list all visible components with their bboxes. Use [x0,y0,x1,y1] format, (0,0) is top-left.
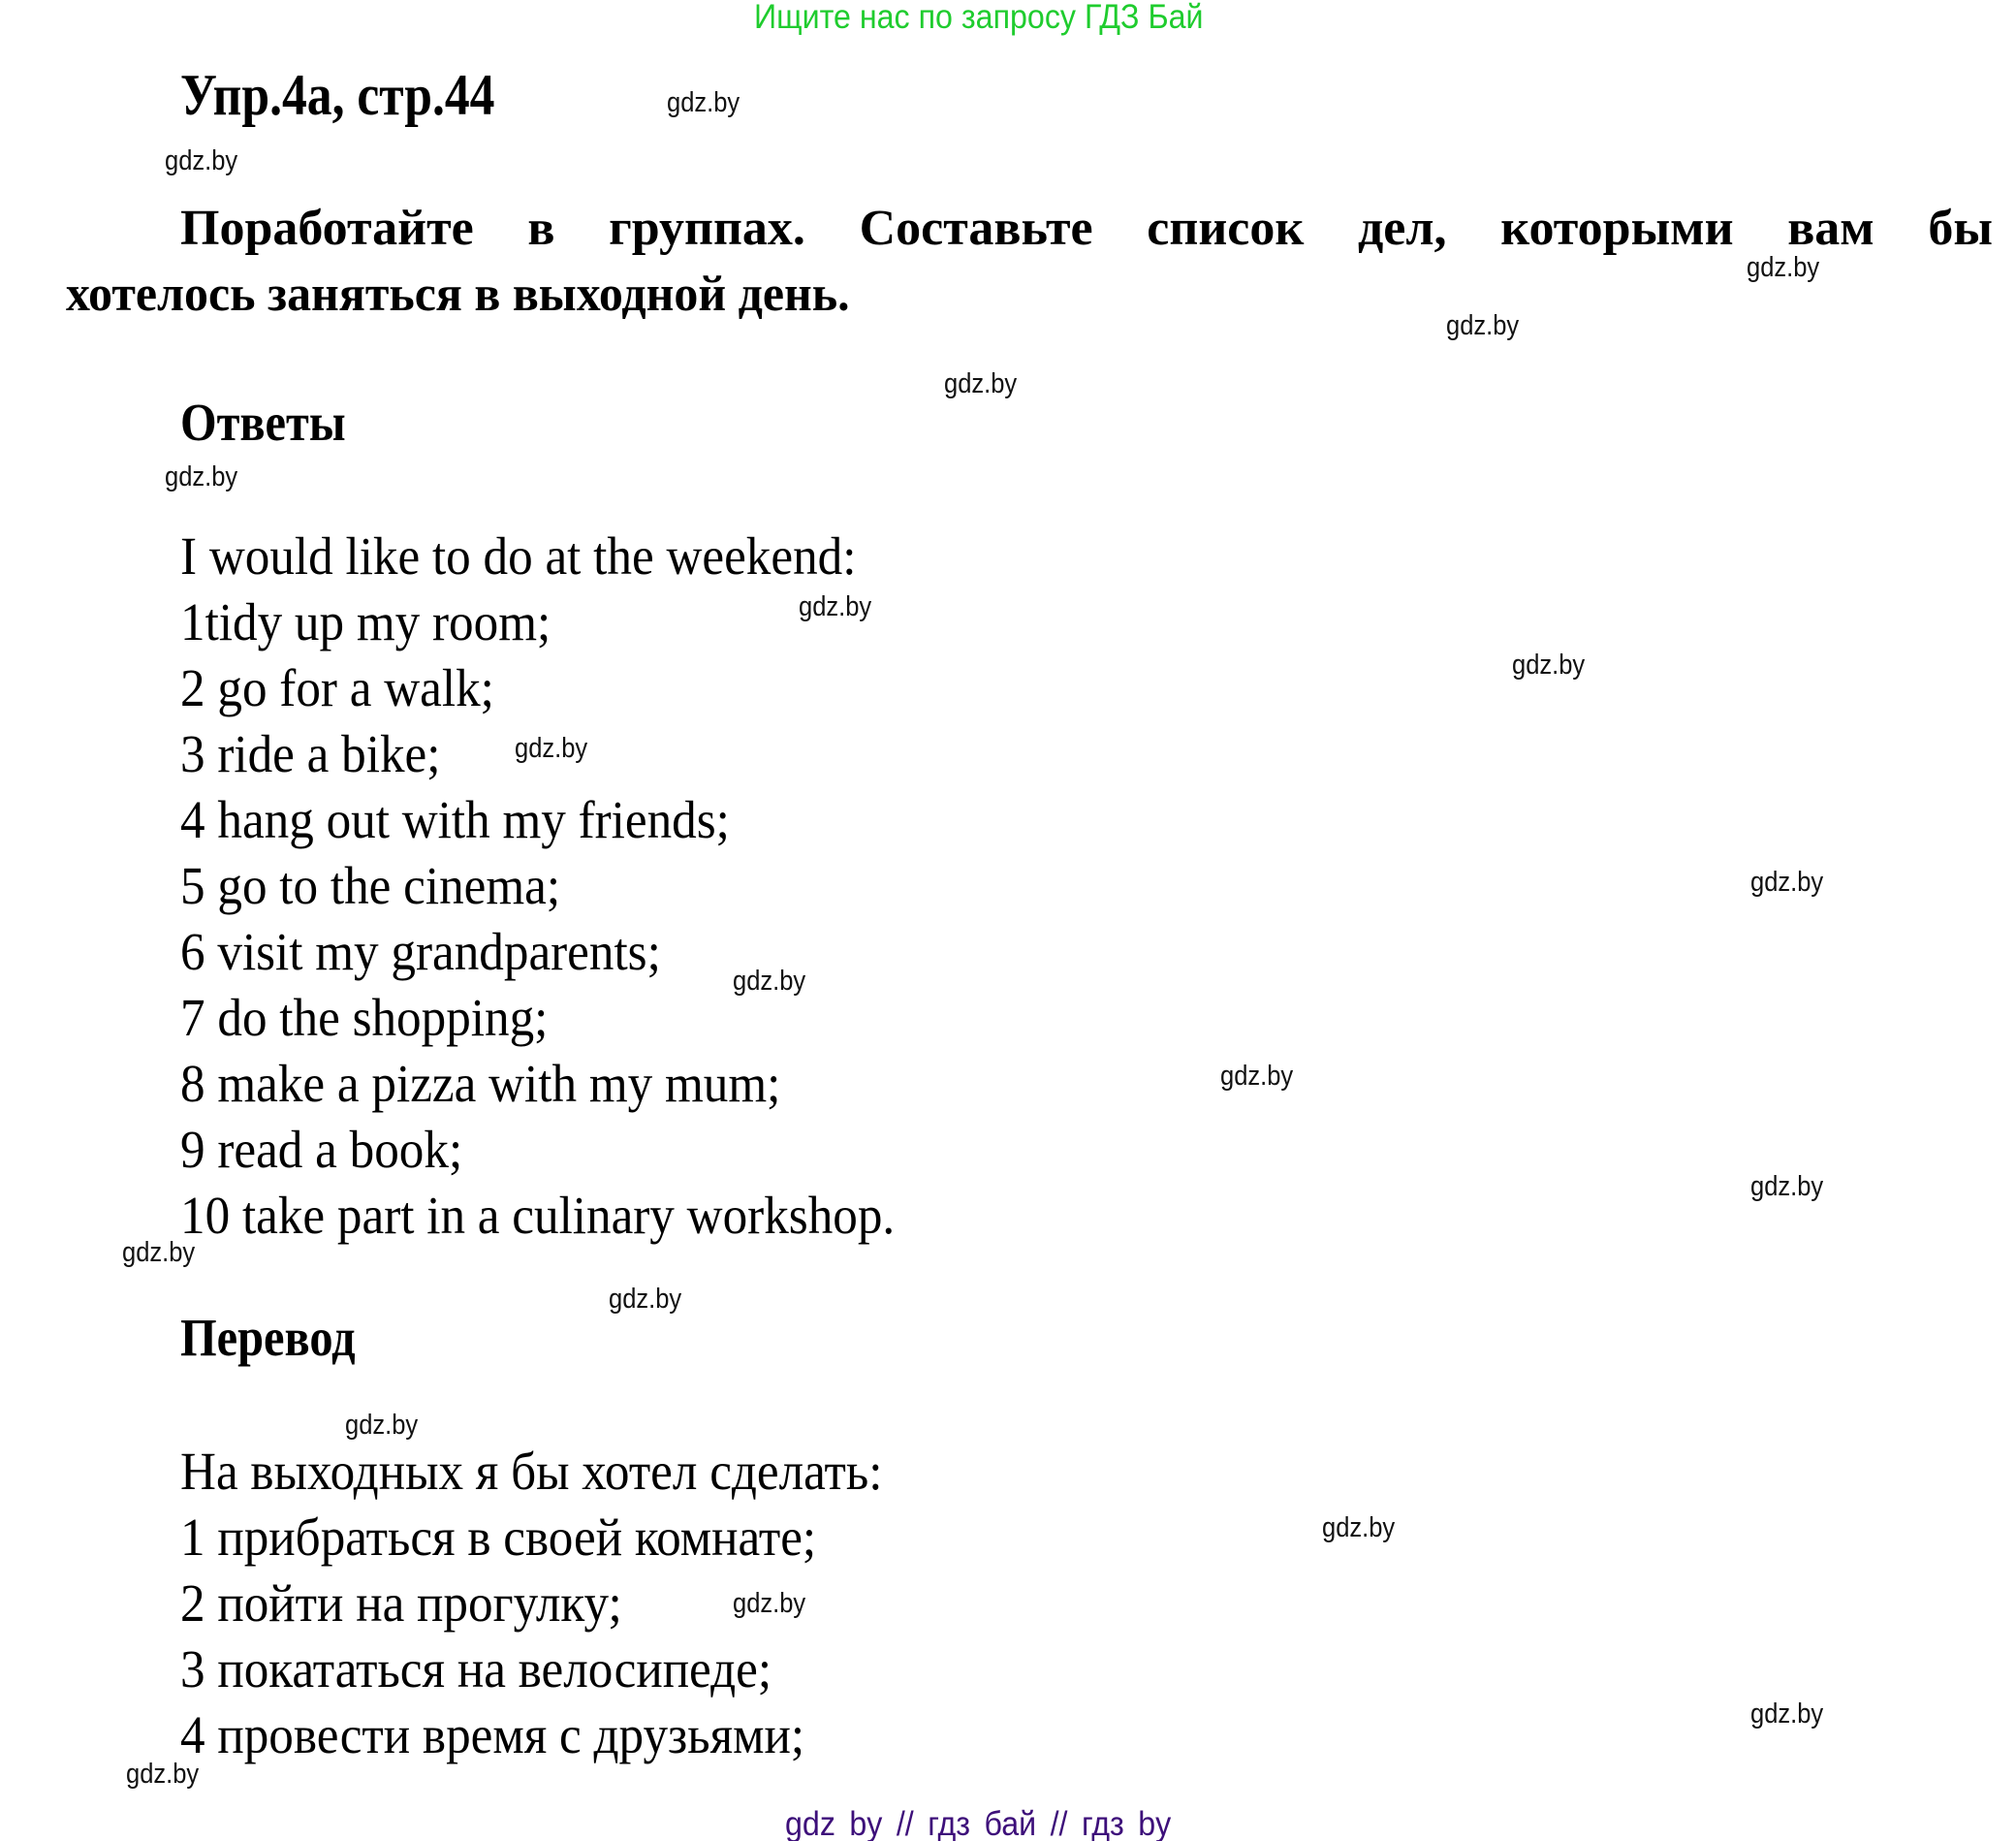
watermark: gdz.by [1446,310,1520,341]
translation-item: 3 покататься на велосипеде; [180,1639,772,1698]
answer-item: 3 ride a bike; [180,724,441,783]
translation-item: 2 пойти на прогулку; [180,1573,622,1633]
watermark: gdz.by [1747,252,1820,283]
top-search-banner: Ищите нас по запросу ГДЗ Бай [754,0,1204,36]
translation-intro: На выходных я бы хотел сделать: [180,1442,883,1501]
answer-item: 6 visit my grandparents; [180,922,661,981]
exercise-title: Упр.4а, стр.44 [180,63,495,127]
watermark: gdz.by [345,1410,419,1441]
watermark: gdz.by [1220,1061,1294,1092]
task-text-line-1: Поработайте в группах. Составьте список дел, которыми вам бы [180,201,1993,256]
answer-item: 4 hang out with my friends; [180,790,730,849]
translation-heading: Перевод [180,1308,356,1367]
watermark: gdz.by [122,1237,196,1268]
translation-item: 4 провести время с друзьями; [180,1705,805,1764]
watermark: gdz.by [515,733,588,764]
answer-item: 7 do the shopping; [180,988,549,1047]
watermark: gdz.by [944,368,1018,399]
watermark: gdz.by [667,87,740,118]
task-text-line-2: хотелось заняться в выходной день. [66,267,850,322]
watermark: gdz.by [609,1284,682,1315]
answer-item: 10 take part in a culinary workshop. [180,1186,896,1245]
watermark: gdz.by [1750,1171,1824,1202]
watermark: gdz.by [1750,1698,1824,1730]
answer-item: 1tidy up my room; [180,592,551,651]
answer-item: 2 go for a walk; [180,658,494,717]
watermark: gdz.by [1322,1512,1396,1543]
watermark: gdz.by [733,1588,806,1619]
watermark: gdz.by [1750,867,1824,898]
answer-item: 8 make a pizza with my mum; [180,1054,781,1113]
watermark: gdz.by [126,1759,200,1790]
answers-heading: Ответы [180,393,346,452]
translation-item: 1 прибраться в своей комнате; [180,1508,817,1567]
answer-item: 9 read a book; [180,1120,463,1179]
watermark: gdz.by [165,461,238,492]
watermark: gdz.by [799,591,872,622]
watermark: gdz.by [1512,650,1586,681]
footer-banner: gdz by // гдз бай // гдз by [785,1805,1172,1841]
watermark: gdz.by [733,966,806,997]
answer-item: 5 go to the cinema; [180,856,561,915]
answers-intro: I would like to do at the weekend: [180,526,857,586]
watermark: gdz.by [165,145,238,176]
